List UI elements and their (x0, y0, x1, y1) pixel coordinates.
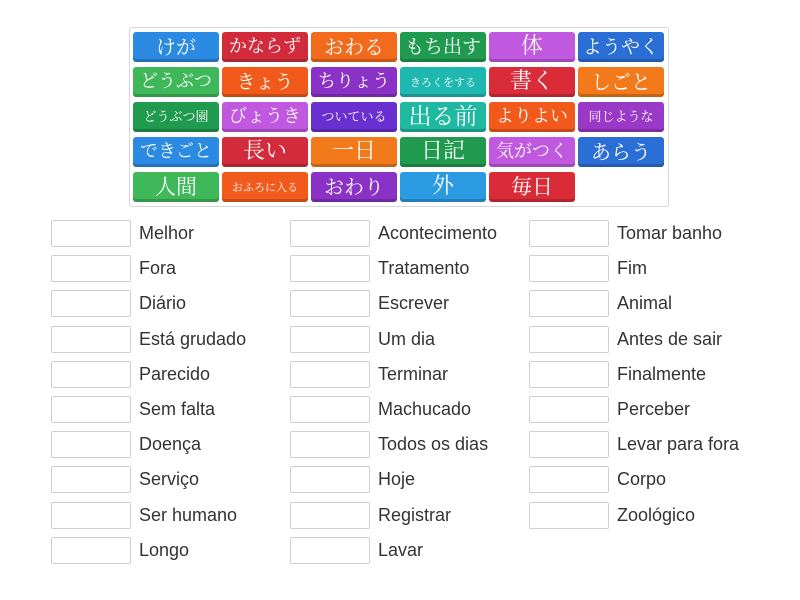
answer-slot[interactable] (51, 431, 131, 458)
answer-slot[interactable] (529, 255, 609, 282)
answer-slot[interactable] (51, 326, 131, 353)
prompt-word: Lavar (378, 539, 424, 560)
answer-slot[interactable] (290, 220, 370, 247)
answer-slot[interactable] (290, 396, 370, 423)
answer-slot[interactable] (51, 290, 131, 317)
word-tile[interactable]: 体 (489, 32, 575, 62)
answer-slot[interactable] (529, 220, 609, 247)
answer-slot[interactable] (290, 326, 370, 353)
answer-slot[interactable] (290, 537, 370, 564)
prompt-word: Tomar banho (617, 223, 723, 243)
answer-slot[interactable] (529, 290, 609, 317)
answer-slot[interactable] (529, 466, 609, 493)
answer-slot[interactable] (290, 361, 370, 388)
word-tile[interactable]: どうぶつ (133, 67, 219, 97)
word-tile[interactable]: 毎日 (489, 172, 575, 202)
word-tile[interactable]: あらう (578, 137, 664, 167)
word-tile[interactable]: きょう (222, 67, 308, 97)
answer-slot[interactable] (51, 361, 131, 388)
prompt-word: Hoje (378, 469, 416, 490)
prompt-word: Registrar (378, 504, 452, 525)
answer-slot[interactable] (51, 537, 131, 564)
word-tile[interactable]: 人間 (133, 172, 219, 202)
word-tile[interactable]: きろくをする (400, 67, 486, 97)
prompt-word: Corpo (617, 469, 667, 490)
prompt-word: Sem falta (139, 399, 216, 419)
word-tile[interactable]: 同じような (578, 102, 664, 132)
prompt-word: Zoológico (617, 504, 696, 525)
prompt-word: Longo (139, 539, 190, 560)
answer-slot[interactable] (290, 431, 370, 458)
word-tile[interactable]: よりよい (489, 102, 575, 132)
prompt-word: Está grudado (139, 328, 247, 349)
word-bank (129, 27, 669, 207)
word-tile[interactable]: 外 (400, 172, 486, 202)
prompt-word: Finalmente (617, 363, 707, 384)
word-tile[interactable]: 書く (489, 67, 575, 97)
answer-slot[interactable] (290, 466, 370, 493)
word-tile[interactable]: ちりょう (311, 67, 397, 97)
word-tile[interactable]: 日記 (400, 137, 486, 167)
answer-slot[interactable] (290, 290, 370, 317)
prompt-word: Todos os dias (378, 434, 489, 455)
prompt-word: Escrever (378, 293, 450, 314)
prompt-word: Um dia (378, 328, 436, 349)
word-tile[interactable]: 気がつく (489, 137, 575, 167)
prompt-word: Antes de sair (617, 328, 723, 349)
word-tile[interactable]: びょうき (222, 102, 308, 132)
word-tile[interactable]: ついている (311, 102, 397, 132)
answer-slot[interactable] (529, 396, 609, 423)
prompt-word: Fim (617, 258, 647, 279)
prompt-word: Perceber (617, 399, 691, 419)
prompt-word: Tratamento (378, 258, 470, 279)
answer-slot[interactable] (290, 502, 370, 529)
answer-slot[interactable] (290, 255, 370, 282)
answer-slot[interactable] (529, 431, 609, 458)
prompt-word: Acontecimento (378, 223, 498, 243)
answer-slot[interactable] (51, 220, 131, 247)
prompt-word: Melhor (139, 223, 195, 243)
word-tile[interactable]: 長い (222, 137, 308, 167)
prompt-word: Machucado (378, 399, 472, 419)
word-tile[interactable]: おわり (311, 172, 397, 202)
word-tile[interactable]: 出る前 (400, 102, 486, 132)
word-tile[interactable]: おわる (311, 32, 397, 62)
prompt-word: Terminar (378, 363, 449, 384)
answer-slot[interactable] (51, 502, 131, 529)
word-tile[interactable]: ようやく (578, 32, 664, 62)
word-tile[interactable]: おふろに入る (222, 172, 308, 202)
answer-slot[interactable] (51, 466, 131, 493)
prompt-word: Diário (139, 293, 187, 314)
prompt-word: Parecido (139, 363, 211, 384)
word-tile[interactable]: 一日 (311, 137, 397, 167)
word-tile[interactable]: しごと (578, 67, 664, 97)
word-tile[interactable]: かならず (222, 32, 308, 62)
word-tile[interactable]: けが (133, 32, 219, 62)
prompt-word: Fora (139, 258, 177, 279)
answer-slot[interactable] (529, 361, 609, 388)
prompt-word: Ser humano (139, 504, 238, 525)
prompt-word: Doença (139, 434, 202, 455)
prompt-word: Animal (617, 293, 673, 314)
prompt-word: Serviço (139, 469, 200, 490)
answer-slot[interactable] (529, 502, 609, 529)
prompt-word: Levar para fora (617, 434, 740, 455)
word-tile[interactable]: どうぶつ園 (133, 102, 219, 132)
word-tile[interactable]: もち出す (400, 32, 486, 62)
word-tile[interactable]: できごと (133, 137, 219, 167)
answer-slot[interactable] (51, 255, 131, 282)
answer-slot[interactable] (51, 396, 131, 423)
answer-slot[interactable] (529, 326, 609, 353)
